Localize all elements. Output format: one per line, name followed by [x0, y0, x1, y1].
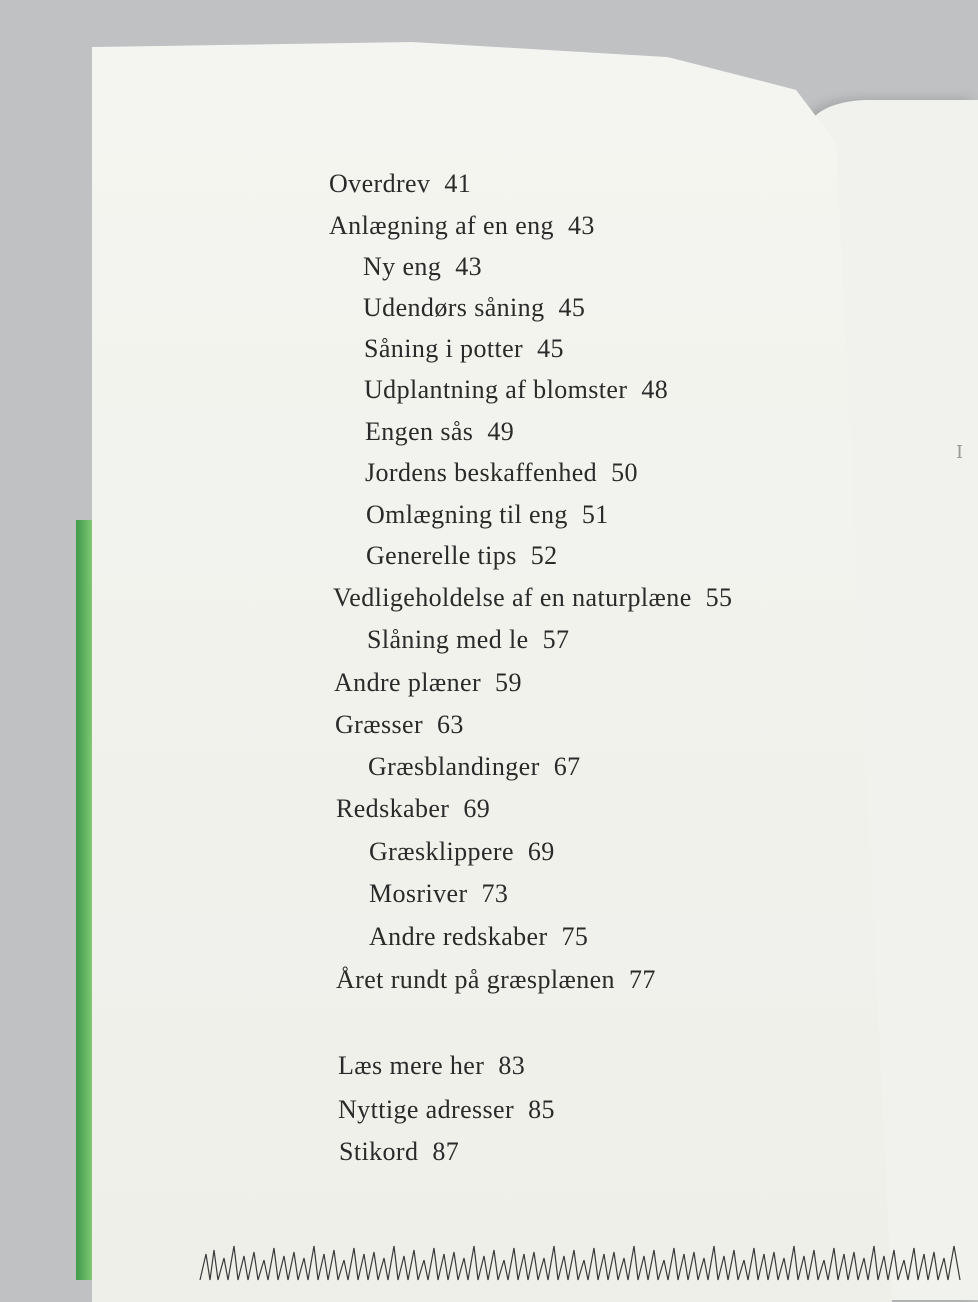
toc-entry	[368, 752, 581, 782]
toc-entry-page: 55	[705, 583, 733, 612]
toc-entry-page: 77	[628, 965, 656, 994]
toc-entry-page: 41	[444, 169, 472, 198]
toc-entry-page: 85	[528, 1095, 555, 1124]
toc-entry-title: Generelle tips	[366, 541, 517, 570]
toc-entry-title: Engen sås	[365, 417, 474, 446]
toc-entry-title: Slåning med le	[367, 625, 529, 654]
toc-entry	[335, 710, 464, 740]
toc-entry-title: Andre redskaber	[369, 922, 548, 951]
toc-entry	[366, 500, 609, 530]
toc-entry	[369, 837, 555, 867]
toc-entry-title: Stikord	[339, 1137, 419, 1166]
toc-entry-title: Redskaber	[336, 794, 450, 823]
toc-entry-page: 73	[481, 879, 509, 908]
toc-entry-title: Mosriver	[369, 879, 468, 908]
toc-entry	[334, 668, 522, 698]
toc-entry-title: Græsser	[335, 710, 424, 739]
toc-entry	[336, 794, 490, 824]
toc-entry-title: Anlægning af en eng	[329, 211, 554, 240]
toc-entry-title: Nyttige adresser	[338, 1095, 515, 1124]
toc-entry-page: 59	[495, 668, 522, 697]
toc-entry	[367, 625, 569, 655]
toc-entry-title: Jordens beskaffenhed	[365, 458, 598, 487]
toc-entry-page: 51	[581, 500, 609, 529]
toc-entry-title: Omlægning til eng	[366, 500, 568, 529]
toc-entry-page: 43	[567, 211, 595, 240]
toc-entry	[369, 879, 508, 909]
toc-entry	[369, 922, 588, 952]
toc-entry	[365, 458, 638, 488]
toc-entry-page: 67	[553, 752, 581, 781]
toc-entry-page: 48	[641, 375, 669, 404]
toc-entry-title: Året rundt på græsplænen	[336, 965, 615, 994]
toc-entry-page: 87	[432, 1137, 460, 1166]
toc-entry-title: Udendørs såning	[363, 293, 545, 322]
toc-entry-page: 45	[558, 293, 586, 322]
toc-entry-title: Græsklippere	[369, 837, 514, 866]
toc-entry-page: 45	[537, 334, 564, 363]
toc-entry-title: Læs mere her	[338, 1051, 485, 1080]
toc-entry	[366, 541, 558, 571]
toc-entry-page: 69	[527, 837, 555, 866]
toc-entry-title: Ny eng	[363, 252, 442, 281]
toc-entry	[329, 211, 595, 241]
toc-entry-title: Udplantning af blomster	[364, 375, 628, 404]
toc-entry-page: 57	[542, 625, 570, 654]
toc-entry-title: Andre plæner	[334, 668, 482, 697]
toc-entry	[363, 293, 585, 323]
toc-entry	[338, 1095, 555, 1125]
toc-entry-page: 63	[437, 710, 464, 739]
toc-entry-page: 52	[530, 541, 558, 570]
toc-entry-title: Overdrev	[329, 169, 431, 198]
toc-entry-title: Såning i potter	[364, 334, 524, 363]
toc-entry	[333, 583, 732, 613]
toc-entry	[364, 334, 564, 364]
toc-entry	[363, 252, 482, 282]
toc-entry-title: Vedligeholdelse af en naturplæne	[333, 583, 692, 612]
toc-entry	[365, 417, 514, 447]
toc-entry	[364, 375, 668, 405]
right-page-fragment: I	[956, 442, 964, 463]
toc-entry-page: 49	[487, 417, 515, 446]
toc-entry-title: Græsblandinger	[368, 752, 540, 781]
toc-entry	[336, 965, 656, 995]
toc-entry	[338, 1051, 525, 1081]
toc-entry-page: 50	[611, 458, 638, 487]
grass-border-icon	[200, 1232, 960, 1280]
toc-entry	[339, 1137, 459, 1167]
toc-entry-page: 69	[463, 794, 491, 823]
toc-entry	[329, 169, 471, 199]
toc-entry-page: 83	[498, 1051, 526, 1080]
toc-entry-page: 43	[455, 252, 483, 281]
toc-entry-page: 75	[561, 922, 589, 951]
